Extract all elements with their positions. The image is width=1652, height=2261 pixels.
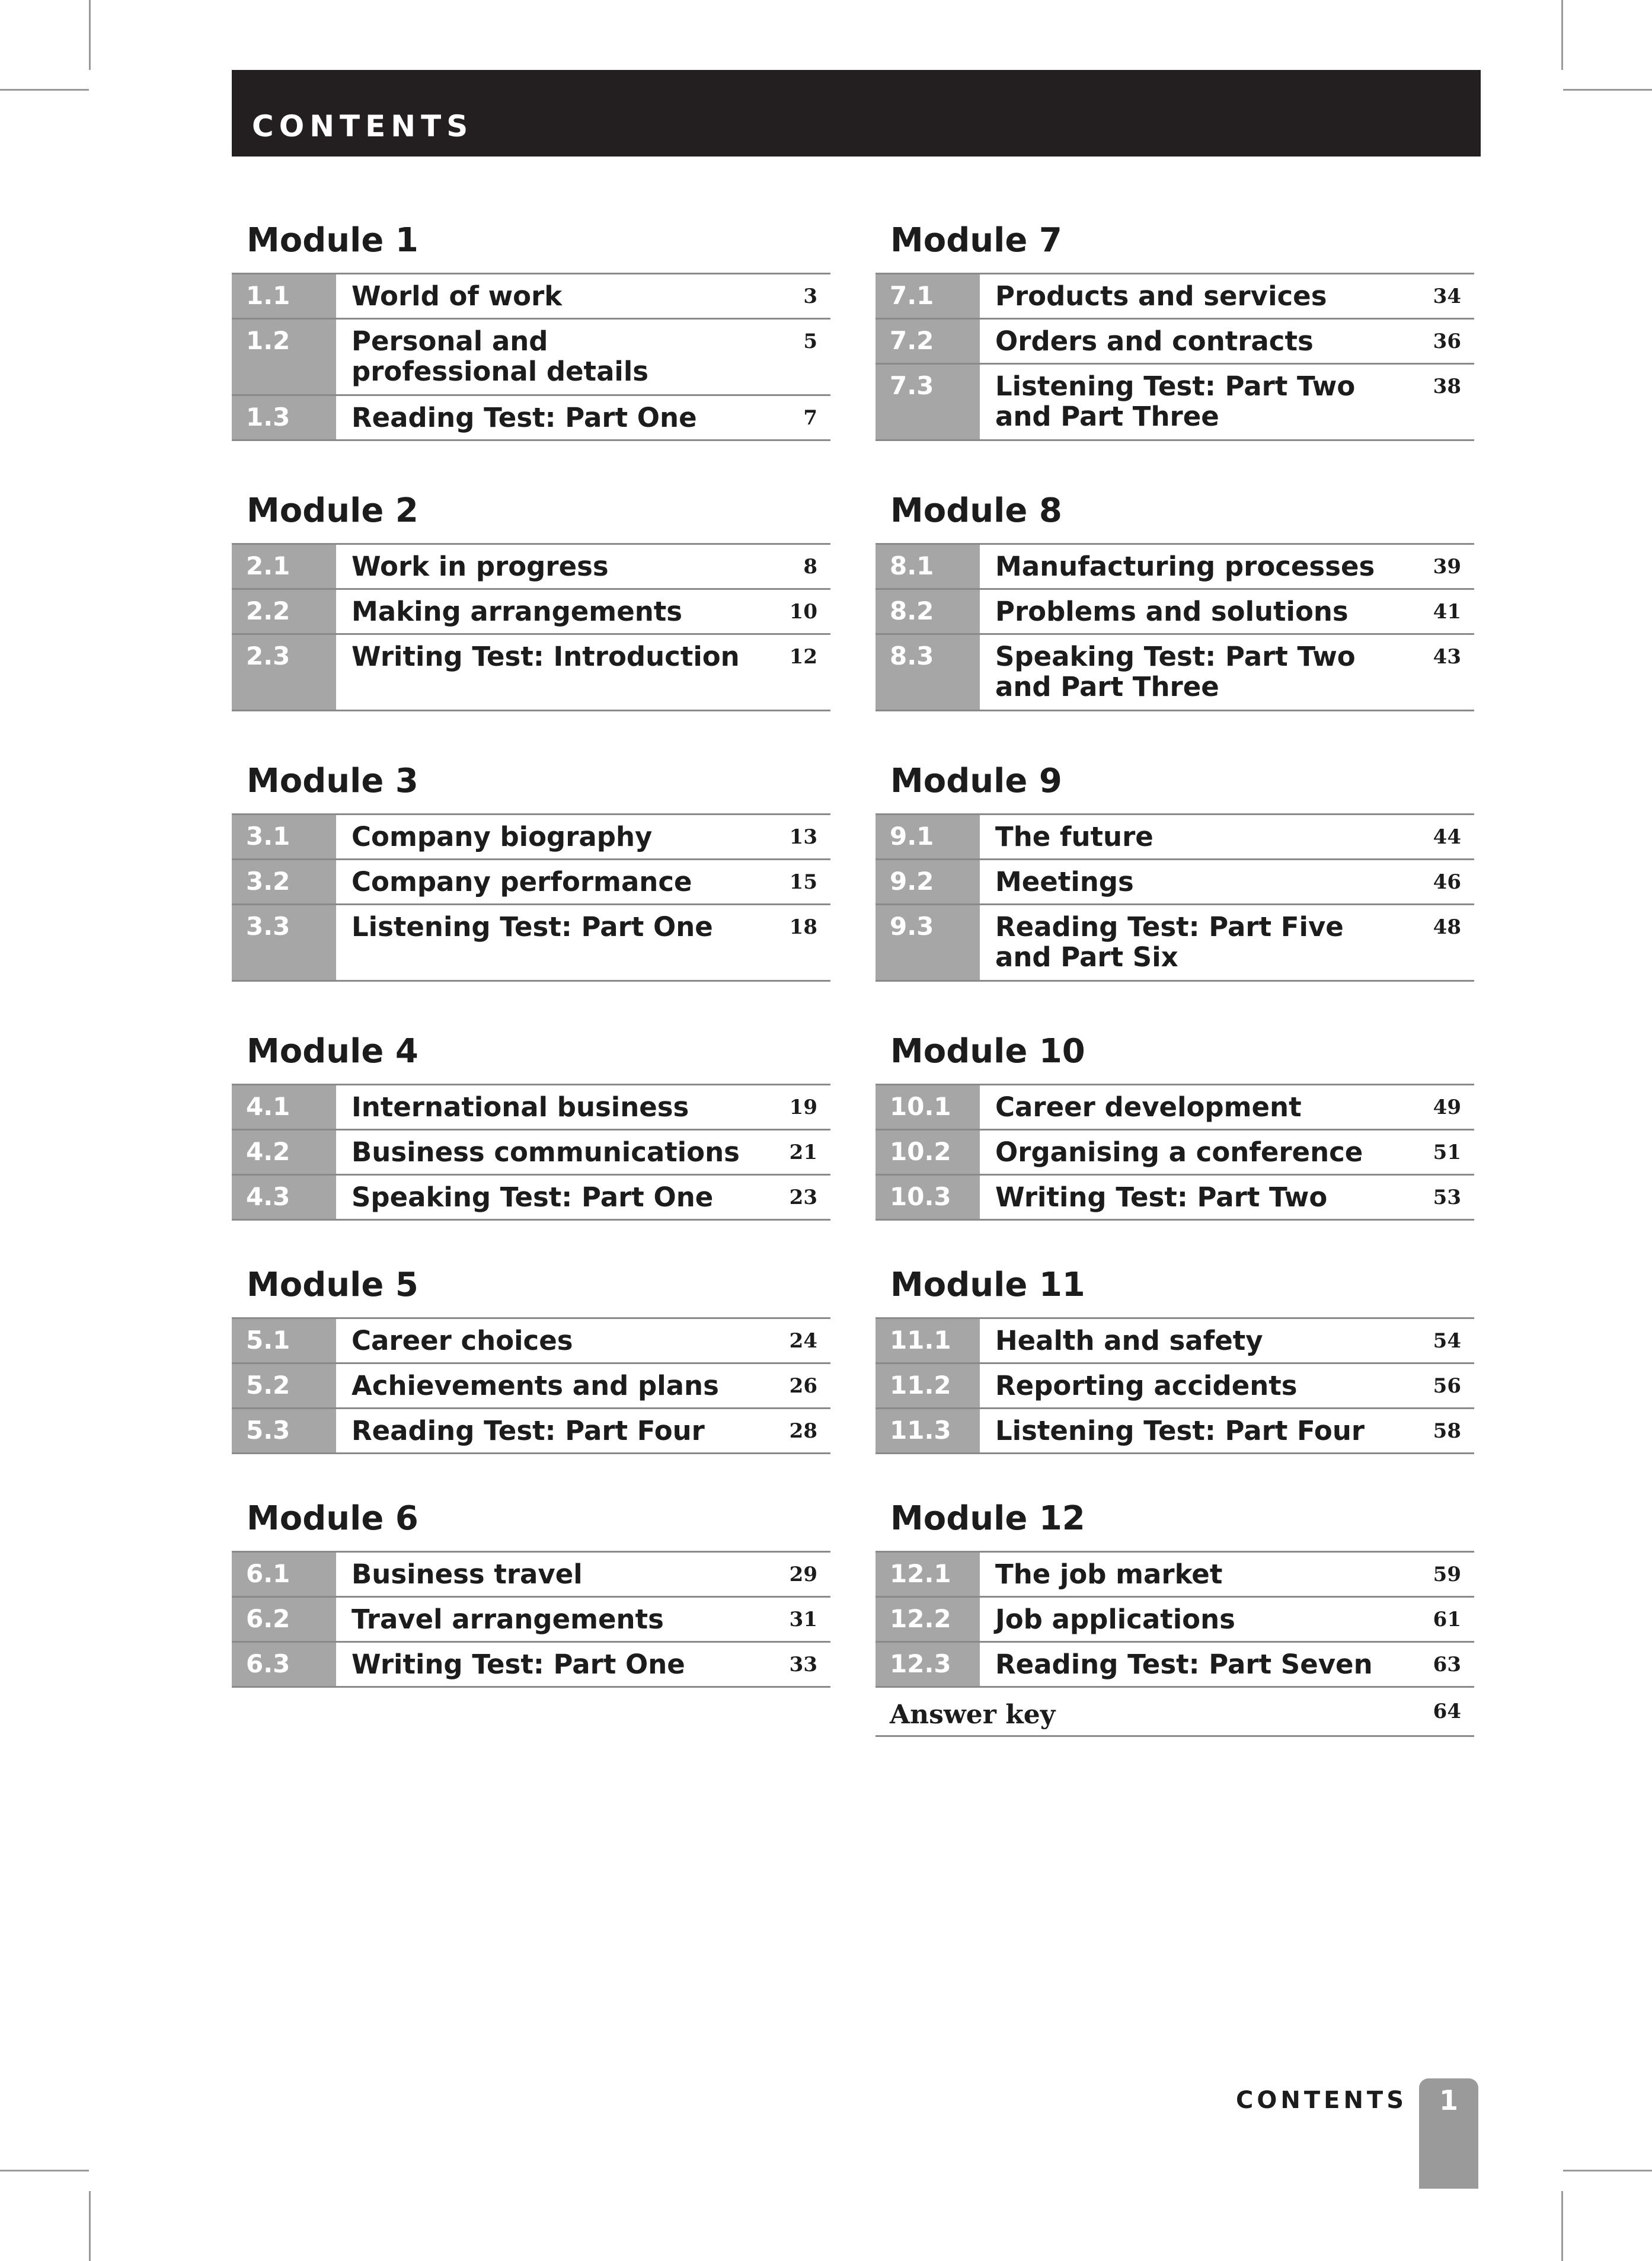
unit-row[interactable] (232, 320, 830, 396)
unit-row[interactable] (232, 1598, 830, 1643)
unit-page: 34 (1433, 285, 1461, 308)
unit-list (232, 1084, 830, 1221)
unit-number: 11.3 (875, 1409, 980, 1452)
toc-column-left (232, 219, 830, 1768)
unit-number: 10.1 (875, 1085, 980, 1129)
unit-row[interactable] (875, 365, 1474, 441)
module-title: Module 7 (890, 221, 1062, 260)
unit-number: 9.1 (875, 815, 980, 858)
crop-mark (0, 89, 89, 91)
unit-row[interactable] (232, 590, 830, 635)
unit-title: The job market (995, 1559, 1223, 1590)
crop-mark (1563, 89, 1652, 91)
unit-number: 6.1 (232, 1553, 336, 1596)
unit-number: 5.1 (232, 1319, 336, 1362)
unit-list (232, 1317, 830, 1454)
unit-title: Reading Test: Part Five and Part Six (995, 911, 1344, 973)
unit-number: 9.3 (875, 905, 980, 980)
unit-title: Listening Test: Part Two and Part Three (995, 370, 1356, 432)
unit-row[interactable] (875, 320, 1474, 365)
unit-row[interactable] (232, 815, 830, 860)
unit-number: 5.2 (232, 1364, 336, 1407)
unit-page: 39 (1433, 555, 1461, 579)
unit-title: Listening Test: Part One (352, 911, 713, 943)
unit-page: 29 (789, 1563, 817, 1586)
unit-list (875, 273, 1474, 441)
unit-row[interactable] (875, 1130, 1474, 1176)
unit-page: 46 (1433, 870, 1461, 894)
unit-row[interactable] (232, 1643, 830, 1688)
unit-row[interactable] (232, 1130, 830, 1176)
unit-row[interactable] (875, 545, 1474, 590)
unit-number: 7.3 (875, 365, 980, 439)
unit-page: 38 (1433, 374, 1461, 398)
unit-title: Business communications (352, 1136, 740, 1168)
unit-row[interactable] (875, 1409, 1474, 1454)
unit-row[interactable] (875, 1176, 1474, 1221)
unit-row[interactable] (232, 1319, 830, 1364)
crop-mark (0, 2170, 89, 2171)
unit-page: 61 (1433, 1607, 1461, 1631)
crop-mark (1561, 2191, 1563, 2261)
unit-row[interactable] (875, 1364, 1474, 1409)
module-title: Module 6 (247, 1499, 418, 1538)
unit-row[interactable] (232, 396, 830, 441)
unit-row[interactable] (232, 1553, 830, 1598)
unit-row[interactable] (232, 545, 830, 590)
crop-mark (89, 0, 91, 70)
unit-page: 63 (1433, 1652, 1461, 1676)
unit-number: 12.3 (875, 1643, 980, 1686)
unit-title: Job applications (995, 1603, 1235, 1635)
unit-page: 15 (789, 870, 817, 894)
unit-title: Meetings (995, 866, 1134, 898)
unit-row[interactable] (875, 590, 1474, 635)
unit-row[interactable] (875, 274, 1474, 320)
unit-number: 1.2 (232, 320, 336, 394)
unit-number: 7.2 (875, 320, 980, 363)
unit-row[interactable] (232, 1085, 830, 1130)
unit-page: 58 (1433, 1419, 1461, 1443)
module-title: Module 9 (890, 762, 1062, 800)
unit-page: 53 (1433, 1185, 1461, 1209)
module-title: Module 11 (890, 1266, 1085, 1304)
module-title: Module 4 (247, 1032, 418, 1071)
module-section (232, 1032, 830, 1264)
unit-page: 19 (789, 1096, 817, 1119)
module-section (875, 1499, 1474, 1768)
unit-page: 36 (1433, 329, 1461, 353)
unit-page: 28 (789, 1419, 817, 1443)
unit-row[interactable] (875, 1085, 1474, 1130)
unit-title: Reading Test: Part Seven (995, 1648, 1373, 1680)
unit-title: Products and services (995, 280, 1327, 312)
unit-title: Reporting accidents (995, 1369, 1298, 1401)
unit-number: 2.1 (232, 545, 336, 588)
unit-title: Writing Test: Introduction (352, 640, 740, 672)
unit-page: 24 (789, 1329, 817, 1353)
crop-mark (1563, 2170, 1652, 2171)
unit-page: 5 (803, 329, 817, 353)
unit-title: Making arrangements (352, 595, 683, 627)
unit-title: Career choices (352, 1325, 573, 1356)
unit-page: 41 (1433, 599, 1461, 624)
unit-page: 21 (789, 1140, 817, 1164)
unit-page: 54 (1433, 1329, 1461, 1353)
unit-title: Speaking Test: Part One (352, 1181, 714, 1213)
unit-row[interactable] (232, 274, 830, 320)
unit-number: 10.3 (875, 1176, 980, 1219)
unit-title: The future (995, 821, 1153, 852)
crop-mark (1561, 0, 1563, 70)
module-section (875, 221, 1474, 490)
unit-page: 31 (789, 1607, 817, 1631)
module-title: Module 2 (247, 491, 418, 530)
module-section (232, 762, 830, 1030)
unit-page: 26 (789, 1374, 817, 1398)
unit-row[interactable] (875, 860, 1474, 905)
unit-list (875, 543, 1474, 711)
unit-page: 56 (1433, 1374, 1461, 1398)
module-section (875, 491, 1474, 760)
unit-row[interactable] (875, 905, 1474, 982)
unit-number: 1.1 (232, 274, 336, 318)
unit-title: Company biography (352, 821, 653, 852)
unit-page: 12 (789, 644, 817, 669)
crop-mark (89, 2191, 91, 2261)
unit-row[interactable] (232, 635, 830, 711)
unit-title: Listening Test: Part Four (995, 1414, 1365, 1446)
unit-title: Manufacturing processes (995, 551, 1375, 582)
unit-title: Health and safety (995, 1325, 1263, 1356)
unit-number: 11.2 (875, 1364, 980, 1407)
unit-list (875, 813, 1474, 982)
unit-page: 43 (1433, 644, 1461, 669)
unit-page: 51 (1433, 1140, 1461, 1164)
module-title: Module 1 (247, 221, 418, 260)
unit-number: 9.2 (875, 860, 980, 903)
unit-title: International business (352, 1091, 689, 1123)
unit-row[interactable] (232, 1409, 830, 1454)
unit-page: 10 (789, 599, 817, 624)
unit-row[interactable] (875, 815, 1474, 860)
unit-title: Speaking Test: Part Two and Part Three (995, 640, 1356, 702)
unit-list (232, 813, 830, 982)
unit-number: 12.2 (875, 1598, 980, 1641)
unit-page: 3 (803, 285, 817, 308)
unit-title: Reading Test: Part One (352, 401, 697, 433)
unit-number: 3.1 (232, 815, 336, 858)
unit-row[interactable] (232, 1176, 830, 1221)
unit-number: 3.2 (232, 860, 336, 903)
unit-list (232, 273, 830, 441)
unit-title: Organising a conference (995, 1136, 1363, 1168)
unit-number: 4.2 (232, 1130, 336, 1174)
unit-number: 5.3 (232, 1409, 336, 1452)
module-section (875, 1032, 1474, 1264)
unit-row[interactable] (232, 860, 830, 905)
unit-title: Problems and solutions (995, 595, 1349, 627)
unit-title: Work in progress (352, 551, 609, 582)
module-section (232, 1266, 830, 1497)
contents-header-bar (232, 70, 1481, 157)
unit-list (232, 1551, 830, 1688)
page-number-tab: 1 (1419, 2078, 1478, 2189)
unit-number: 4.1 (232, 1085, 336, 1129)
unit-title: Travel arrangements (352, 1603, 664, 1635)
unit-page: 18 (789, 915, 817, 939)
answer-key-row[interactable] (875, 1688, 1474, 1737)
unit-page: 33 (789, 1652, 817, 1676)
toc-column-right (875, 219, 1474, 1768)
unit-title: Business travel (352, 1559, 583, 1590)
unit-number: 7.1 (875, 274, 980, 318)
unit-list (875, 1084, 1474, 1221)
module-section (232, 491, 830, 760)
unit-row[interactable] (875, 1643, 1474, 1688)
unit-number: 1.3 (232, 396, 336, 439)
unit-number: 3.3 (232, 905, 336, 980)
unit-list (875, 1317, 1474, 1454)
unit-page: 44 (1433, 825, 1461, 849)
footer-section-label: CONTENTS (1236, 2087, 1408, 2114)
unit-number: 6.3 (232, 1643, 336, 1686)
unit-number: 6.2 (232, 1598, 336, 1641)
module-title: Module 8 (890, 491, 1062, 530)
unit-page: 48 (1433, 915, 1461, 939)
unit-title: Achievements and plans (352, 1369, 719, 1401)
unit-number: 4.3 (232, 1176, 336, 1219)
unit-page: 49 (1433, 1096, 1461, 1119)
module-title: Module 3 (247, 762, 418, 800)
answer-key-page: 64 (1433, 1699, 1461, 1723)
unit-number: 11.1 (875, 1319, 980, 1362)
unit-row[interactable] (875, 635, 1474, 711)
unit-row[interactable] (875, 1553, 1474, 1598)
module-section (232, 1499, 830, 1768)
unit-number: 8.3 (875, 635, 980, 710)
unit-title: Writing Test: Part Two (995, 1181, 1328, 1213)
page-title: CONTENTS (252, 109, 474, 143)
unit-page: 7 (803, 405, 817, 430)
unit-title: Orders and contracts (995, 325, 1314, 357)
unit-number: 12.1 (875, 1553, 980, 1596)
unit-title: Writing Test: Part One (352, 1648, 685, 1680)
module-section (875, 1266, 1474, 1497)
unit-page: 13 (789, 825, 817, 849)
module-section (232, 221, 830, 490)
module-title: Module 10 (890, 1032, 1085, 1071)
unit-number: 8.1 (875, 545, 980, 588)
answer-key-label: Answer key (890, 1699, 1056, 1730)
unit-page: 8 (803, 555, 817, 579)
module-section (875, 762, 1474, 1030)
unit-title: Company performance (352, 866, 692, 898)
unit-number: 2.2 (232, 590, 336, 633)
unit-row[interactable] (875, 1598, 1474, 1643)
module-title: Module 12 (890, 1499, 1085, 1538)
unit-row[interactable] (875, 1319, 1474, 1364)
unit-list (232, 543, 830, 711)
unit-page: 23 (789, 1185, 817, 1209)
unit-row[interactable] (232, 905, 830, 982)
unit-title: Personal and professional details (352, 325, 649, 387)
unit-number: 8.2 (875, 590, 980, 633)
unit-page: 59 (1433, 1563, 1461, 1586)
unit-number: 2.3 (232, 635, 336, 710)
unit-title: Career development (995, 1091, 1302, 1123)
unit-number: 10.2 (875, 1130, 980, 1174)
module-title: Module 5 (247, 1266, 418, 1304)
unit-list (875, 1551, 1474, 1737)
unit-row[interactable] (232, 1364, 830, 1409)
unit-title: Reading Test: Part Four (352, 1414, 705, 1446)
unit-title: World of work (352, 280, 563, 312)
